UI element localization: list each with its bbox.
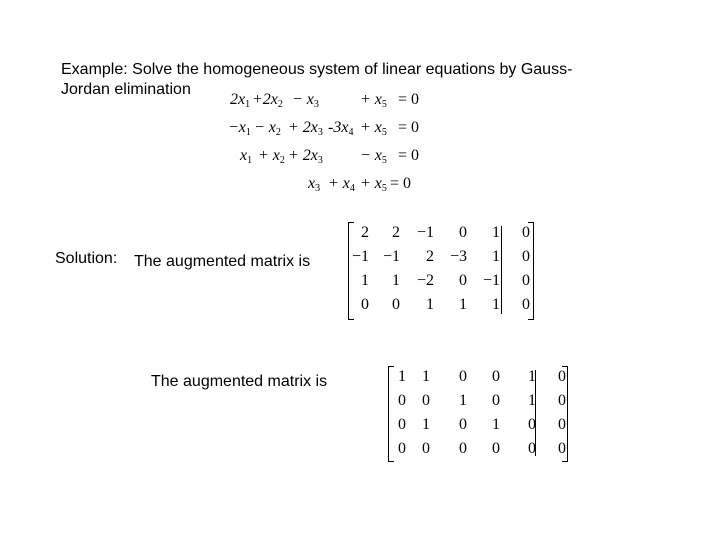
matrix2-cell-r1-c2: 1 <box>422 368 430 385</box>
matrix1-cell-r1-c3: −1 <box>416 224 434 241</box>
eq4-term3: x <box>308 175 316 192</box>
eq3-term3: + 2x <box>288 147 318 164</box>
equation-row-1: $2x_1$ $+2x_2$ − $x_3$ + $x_5$ = 0 <box>230 91 420 110</box>
matrix2-cell-r1-c1: 1 <box>398 368 406 385</box>
eq1-term2: +2x <box>252 91 278 108</box>
equation-row-4: $x_3$ + $x_4$ + $x_5$ = 0 <box>308 175 412 194</box>
matrix2-cell-r4-c5: 0 <box>528 440 536 457</box>
matrix2-cell-r2-c4: 0 <box>492 392 500 409</box>
eq4-term4: + x <box>328 175 350 192</box>
eq4-term5: + x <box>360 175 382 192</box>
matrix1-cell-r1-c5: 1 <box>492 224 500 241</box>
matrix1-cell-r4-c4: 1 <box>459 296 467 313</box>
matrix2-cell-r4-c6: 0 <box>558 440 566 457</box>
matrix2-cell-r3-c1: 0 <box>398 416 406 433</box>
matrix2-cell-r2-c1: 0 <box>398 392 406 409</box>
matrix1-cell-r1-c2: 2 <box>392 224 400 241</box>
example-heading-line1: Example: Solve the homogeneous system of linear equations by Gauss- <box>61 61 573 78</box>
matrix2-cell-r1-c4: 0 <box>492 368 500 385</box>
matrix2-cell-r4-c3: 0 <box>459 440 467 457</box>
eq2-rhs: = 0 <box>398 119 420 136</box>
matrix1-cell-r2-c6: 0 <box>522 248 530 265</box>
eq1-term5: + x <box>360 91 382 108</box>
matrix1-cell-r4-c3: 1 <box>426 296 434 313</box>
matrix2-cell-r2-c6: 0 <box>558 392 566 409</box>
matrix1-cell-r4-c5: 1 <box>492 296 500 313</box>
matrix1-cell-r3-c1: 1 <box>361 272 369 289</box>
matrix1-cell-r2-c2: −1 <box>382 248 400 265</box>
matrix1-cell-r1-c6: 0 <box>522 224 530 241</box>
eq3-term5: − x <box>360 147 382 164</box>
eq3-rhs: = 0 <box>398 147 420 164</box>
matrix2-cell-r2-c3: 1 <box>459 392 467 409</box>
matrix2-cell-r3-c2: 1 <box>422 416 430 433</box>
eq1-term1: 2x <box>230 91 246 108</box>
matrix1-cell-r1-c1: 2 <box>361 224 369 241</box>
matrix1-cell-r4-c6: 0 <box>522 296 530 313</box>
matrix1-cell-r3-c5: −1 <box>482 272 500 289</box>
eq2-term4: -3x <box>328 119 349 136</box>
eq2-term5: + x <box>360 119 382 136</box>
augmented-matrix-label-1: The augmented matrix is <box>134 253 311 270</box>
eq3-term1: x <box>240 147 248 164</box>
matrix1-cell-r3-c2: 1 <box>392 272 400 289</box>
matrix1-cell-r3-c3: −2 <box>416 272 434 289</box>
equation-row-2: $-x_1$ − $x_2$ + $2x_3$ $-3x_4$ + $x_5$ = 0 <box>228 119 420 138</box>
equation-system <box>228 91 428 201</box>
eq3-term2: + x <box>258 147 280 164</box>
eq1-rhs: = 0 <box>398 91 420 108</box>
matrix2-cell-r1-c6: 0 <box>558 368 566 385</box>
eq1-term3: − x <box>292 91 314 108</box>
matrix2-cell-r3-c6: 0 <box>558 416 566 433</box>
matrix2-cell-r1-c5: 1 <box>528 368 536 385</box>
matrix1-cell-r2-c4: −3 <box>449 248 467 265</box>
eq2-term3: + 2x <box>288 119 318 136</box>
matrix1-augment-divider <box>501 226 502 314</box>
matrix1-cell-r4-c2: 0 <box>392 296 400 313</box>
augmented-matrix-1 <box>348 222 534 320</box>
matrix1-cell-r1-c4: 0 <box>459 224 467 241</box>
matrix1-cell-r3-c4: 0 <box>459 272 467 289</box>
matrix2-cell-r2-c2: 0 <box>422 392 430 409</box>
solution-label: Solution: <box>55 250 118 267</box>
augmented-matrix-2 <box>388 366 568 462</box>
matrix2-cell-r1-c3: 0 <box>459 368 467 385</box>
matrix2-cell-r3-c3: 0 <box>459 416 467 433</box>
matrix2-cell-r4-c1: 0 <box>398 440 406 457</box>
equation-row-3: $x_1$ + $x_2$ + $2x_3$ − $x_5$ = 0 <box>240 147 420 166</box>
augmented-matrix-label-2: The augmented matrix is <box>151 373 328 390</box>
matrix1-cell-r2-c1: −1 <box>351 248 369 265</box>
matrix1-cell-r2-c3: 2 <box>426 248 434 265</box>
matrix2-cell-r3-c5: 0 <box>528 416 536 433</box>
example-heading-line2: Jordan elimination <box>61 81 191 98</box>
matrix1-cell-r3-c6: 0 <box>522 272 530 289</box>
matrix2-cell-r3-c4: 1 <box>492 416 500 433</box>
eq2-term2: − x <box>254 119 276 136</box>
matrix1-cell-r2-c5: 1 <box>492 248 500 265</box>
matrix2-cell-r2-c5: 1 <box>528 392 536 409</box>
matrix1-cell-r4-c1: 0 <box>361 296 369 313</box>
eq4-rhs: = 0 <box>390 175 412 192</box>
eq2-term1: −x <box>228 119 246 136</box>
matrix2-cell-r4-c4: 0 <box>492 440 500 457</box>
matrix2-cell-r4-c2: 0 <box>422 440 430 457</box>
